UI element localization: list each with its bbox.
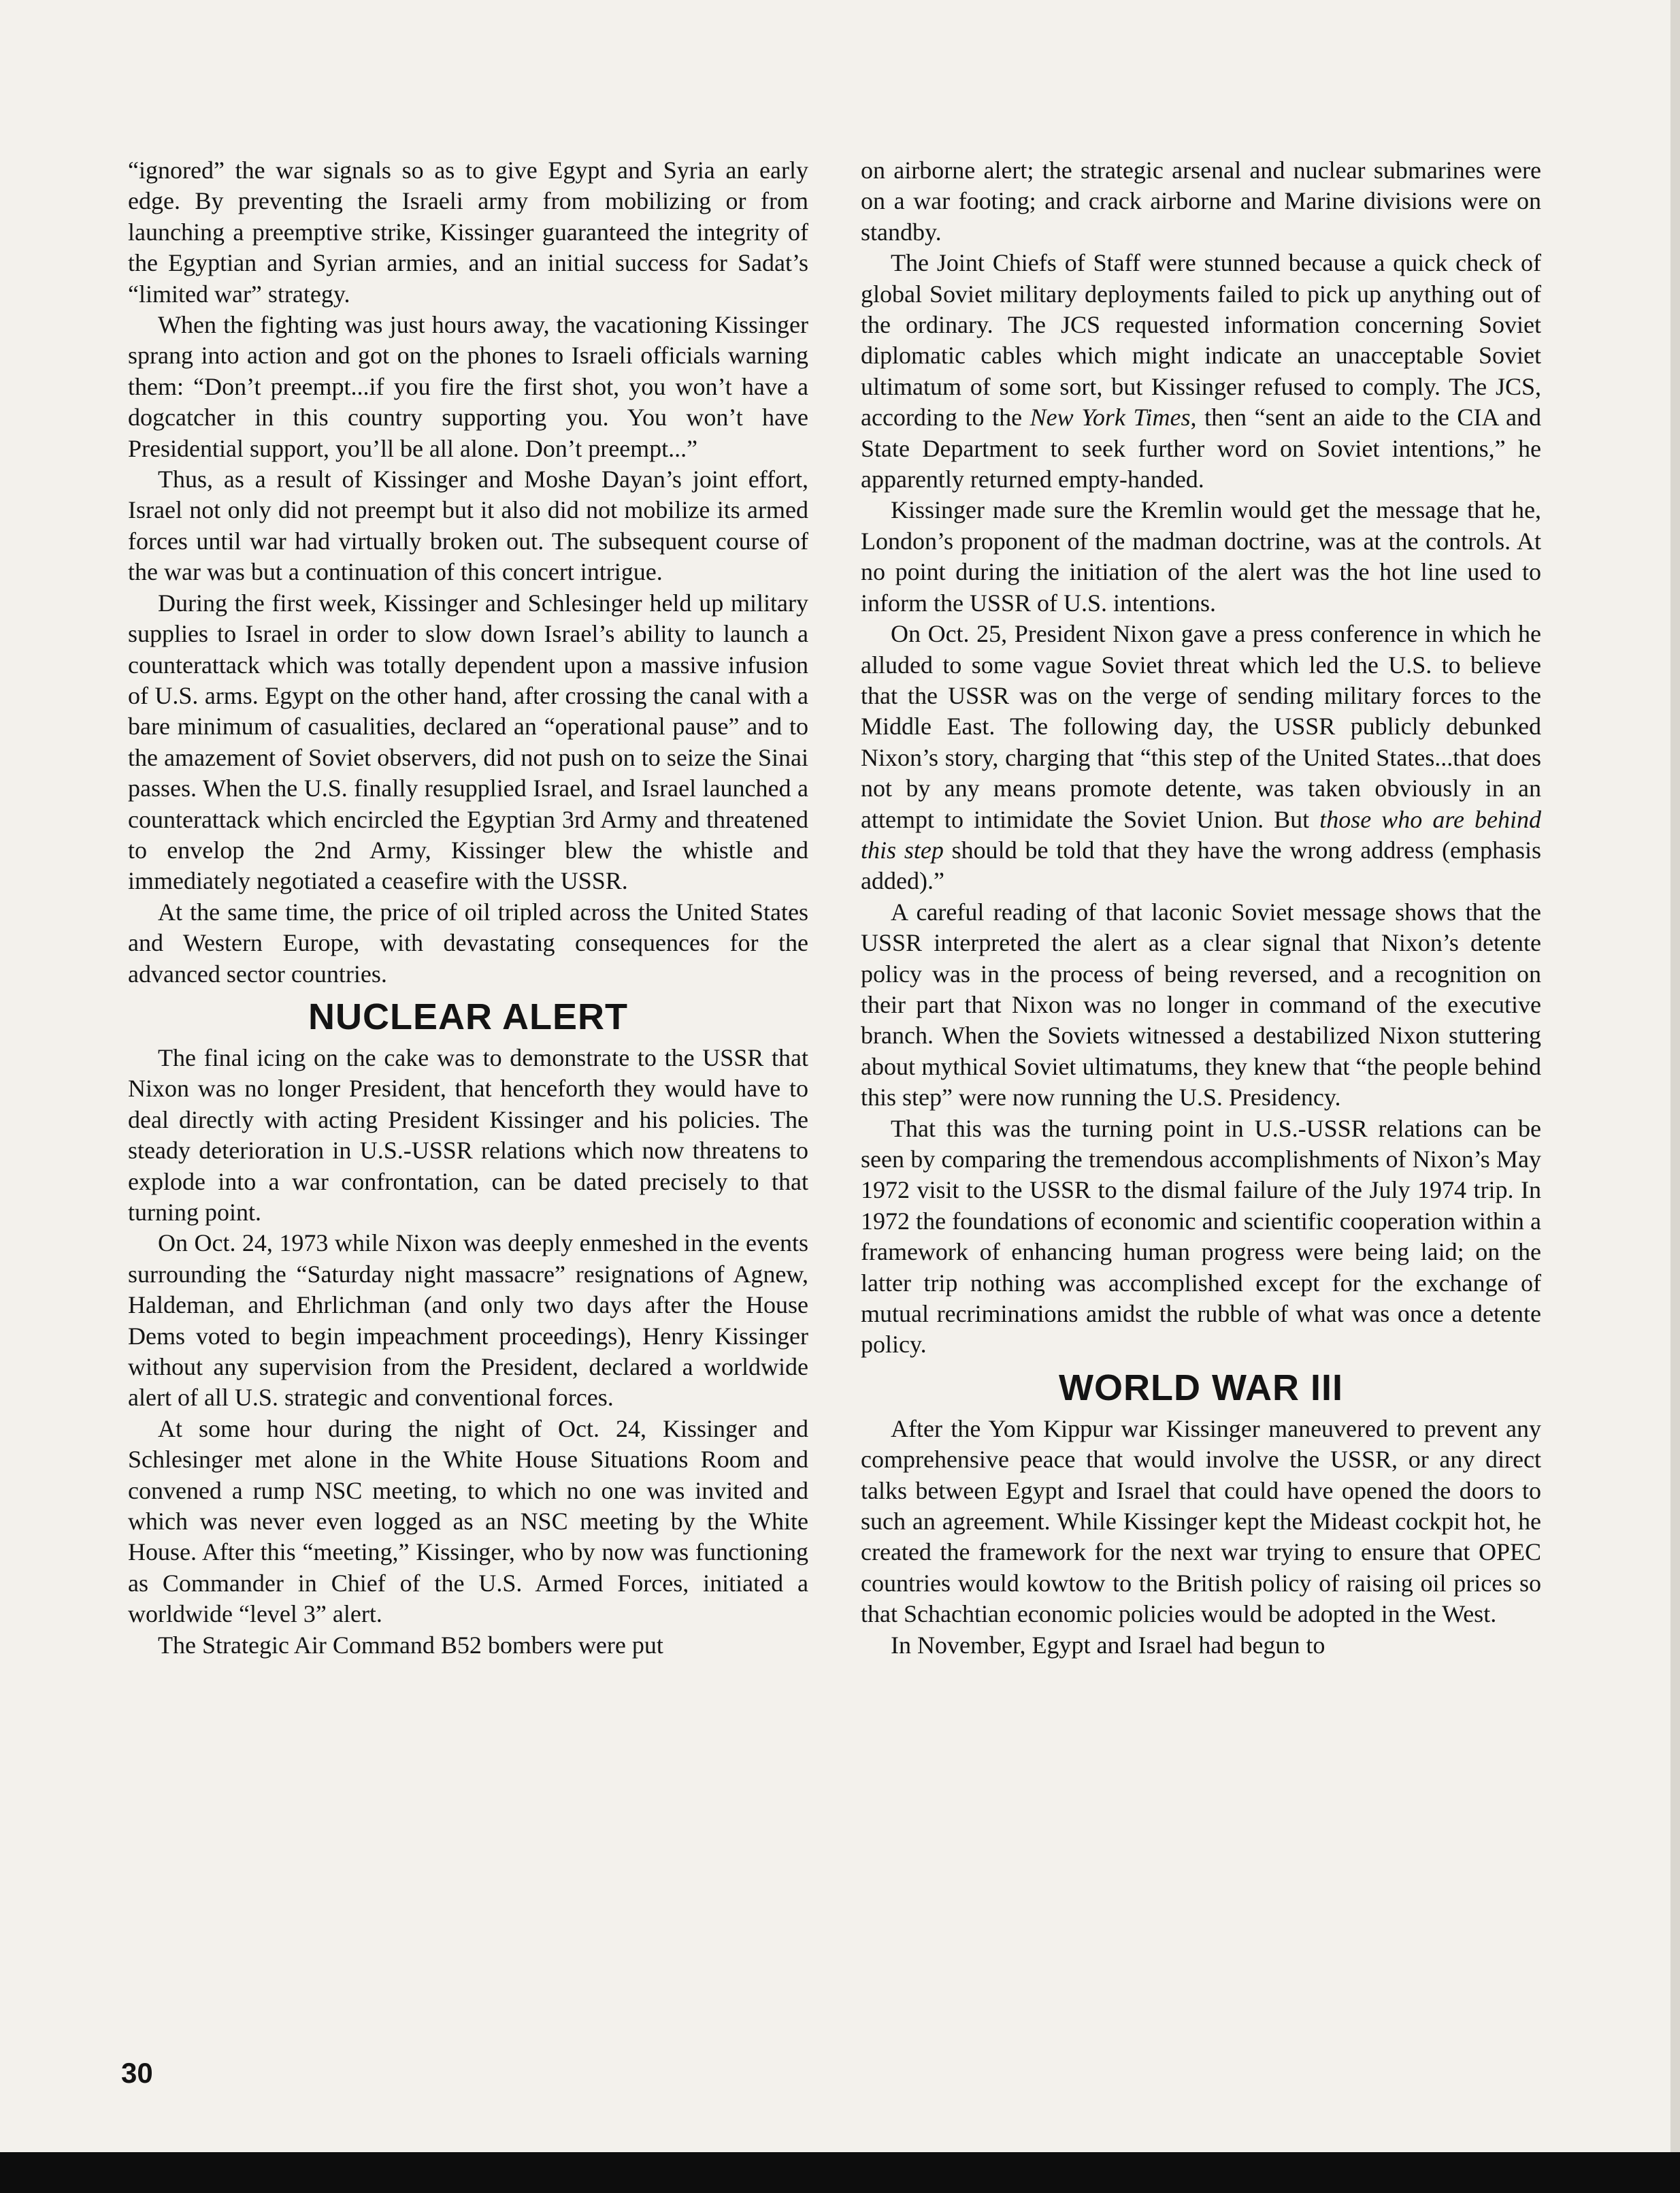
right-column — [861, 155, 1541, 1661]
paragraph: During the first week, Kissinger and Schlesinger held up military supplies to Israel in order to slow down Israel’s ability to launch a counterattack which was totally dependent upon a massive infusion of U.S. arms. Egypt on the other hand, after crossing the canal with a bare minimum of casualities, declared an “operational pause” and to the amazement of Soviet observers, did not push on to seize the Sinai passes. When the U.S. finally resupplied Israel, and Israel launched a counterattack which encircled the Egyptian 3rd Army and threatened to envelop the 2nd Army, Kissinger blew the whistle and immediately negotiated a ceasefire with the USSR. — [128, 589, 808, 895]
text-run: On Oct. 25, President Nixon gave a press conference in which he alluded to some vague Soviet threat which led the U.S. to believe that the USSR was on the verge of sending military forces to the Middle East. The following day, the USSR publicly debunked Nixon’s story, charging that “this step of the United States...that does not by any means promote detente, was taken obviously in an attempt to intimidate the Soviet Union. But — [861, 620, 1541, 833]
paragraph: After the Yom Kippur war Kissinger maneuvered to prevent any comprehensive peace that would involve the USSR, or any direct talks between Egypt and Israel that could have opened the doors to such an agreement. While Kissinger kept the Mideast cockpit hot, he created the framework for the next war trying to ensure that OPEC countries would kowtow to the British policy of raising oil prices so that Schachtian economic policies would be adopted in the West. — [861, 1414, 1541, 1628]
paragraph: At the same time, the price of oil tripled across the United States and Western Europe, with devastating consequences for the advanced sector countries. — [128, 898, 808, 988]
text-run: , then “sent an aide to the CIA and State Department to seek further word on Soviet intentions,” he apparently returned empty-handed. — [861, 404, 1541, 493]
paragraph: Thus, as a result of Kissinger and Moshe Dayan’s joint effort, Israel not only did not preempt but it also did not mobilize its armed forces until war had virtually broken out. The subsequent course of the war was but a continuation of this concert intrigue. — [128, 466, 808, 586]
section-heading-nuclear-alert: NUCLEAR ALERT — [308, 996, 628, 1037]
page-edge-shadow — [1670, 0, 1680, 2193]
paragraph: In November, Egypt and Israel had begun to — [891, 1631, 1325, 1659]
paragraph: The Strategic Air Command B52 bombers were put — [158, 1631, 663, 1659]
paragraph: On Oct. 24, 1973 while Nixon was deeply enmeshed in the events surrounding the “Saturday night massacre” resignations of Agnew, Haldeman, and Ehrlichman (and only two days after the House Dems voted to begin impeachment proceedings), Henry Kissinger without any supervision from the President, declared a worldwide alert of all U.S. strategic and conventional forces. — [128, 1229, 808, 1412]
text-run: The Joint Chiefs of Staff were stunned because a quick check of global Soviet military deployments failed to pick up anything out of the ordinary. The JCS requested information concerning Soviet diplomatic cables which might indicate an unacceptable Soviet ultimatum of some sort, but Kissinger refused to comply. The JCS, according to the — [861, 249, 1541, 432]
paragraph: Kissinger made sure the Kremlin would get the message that he, London’s proponent of the madman doctrine, was at the controls. At no point during the initiation of the alert was the hot line used to inform the USSR of U.S. intentions. — [861, 496, 1541, 617]
italic-emphasis: those who are behind this step — [861, 805, 1541, 864]
paragraph: When the fighting was just hours away, the vacationing Kissinger sprang into action and got on the phones to Israeli officials warning them: “Don’t preempt...if you fire the first shot, you won’t have a dogcatcher in this country supporting you. You won’t have Presidential support, you’ll be all alone. Don’t preempt...” — [128, 311, 808, 462]
paragraph: At some hour during the night of Oct. 24, Kissinger and Schlesinger met alone in the White House Situations Room and convened a rump NSC meeting, to which no one was invited and which was never even logged as an NSC meeting by the White House. After this “meeting,” Kissinger, who by now was functioning as Commander in Chief of the U.S. Armed Forces, initiated a worldwide “level 3” alert. — [128, 1414, 808, 1628]
left-column — [128, 155, 808, 1661]
scan-bottom-border — [0, 2152, 1680, 2193]
paragraph: “ignored” the war signals so as to give Egypt and Syria an early edge. By preventing the Israeli army from mobilizing or from launching a preemptive strike, Kissinger guaranteed the integrity of the Egyptian and Syrian armies, and an initial success for Sadat’s “limited war” strategy. — [128, 157, 808, 308]
paragraph: That this was the turning point in U.S.-USSR relations can be seen by comparing the tremendous accomplishments of Nixon’s May 1972 visit to the USSR to the dismal failure of the July 1974 trip. In 1972 the foundations of economic and scientific cooperation within a framework of enhancing human progress were being laid; on the latter trip nothing was accomplished except for the exchange of mutual recriminations amidst the rubble of what was once a detente policy. — [861, 1114, 1541, 1359]
paragraph: A careful reading of that laconic Soviet message shows that the USSR interpreted the alert as a clear signal that Nixon’s detente policy was in the process of being reversed, and a recognition on their part that Nixon was no longer in command of the executive branch. When the Soviets witnessed a destabilized Nixon stuttering about mythical Soviet ultimatums, they knew that “the people behind this step” were now running the U.S. Presidency. — [861, 898, 1541, 1111]
paragraph — [861, 248, 1541, 495]
italic-publication-title: New York Times — [1030, 404, 1191, 432]
section-heading-world-war-iii: WORLD WAR III — [1059, 1367, 1343, 1408]
text-run: should be told that they have the wrong address (emphasis added).” — [861, 836, 1541, 895]
paragraph — [861, 619, 1541, 897]
page-number: 30 — [121, 2057, 153, 2089]
paragraph: on airborne alert; the strategic arsenal and nuclear submarines were on a war footing; and crack airborne and Marine divisions were on standby. — [861, 157, 1541, 246]
paragraph: The final icing on the cake was to demonstrate to the USSR that Nixon was no longer President, that henceforth they would have to deal directly with acting President Kissinger and his policies. The steady deterioration in U.S.-USSR relations which now threatens to explode into a war confrontation, can be dated precisely to that turning point. — [128, 1043, 808, 1226]
